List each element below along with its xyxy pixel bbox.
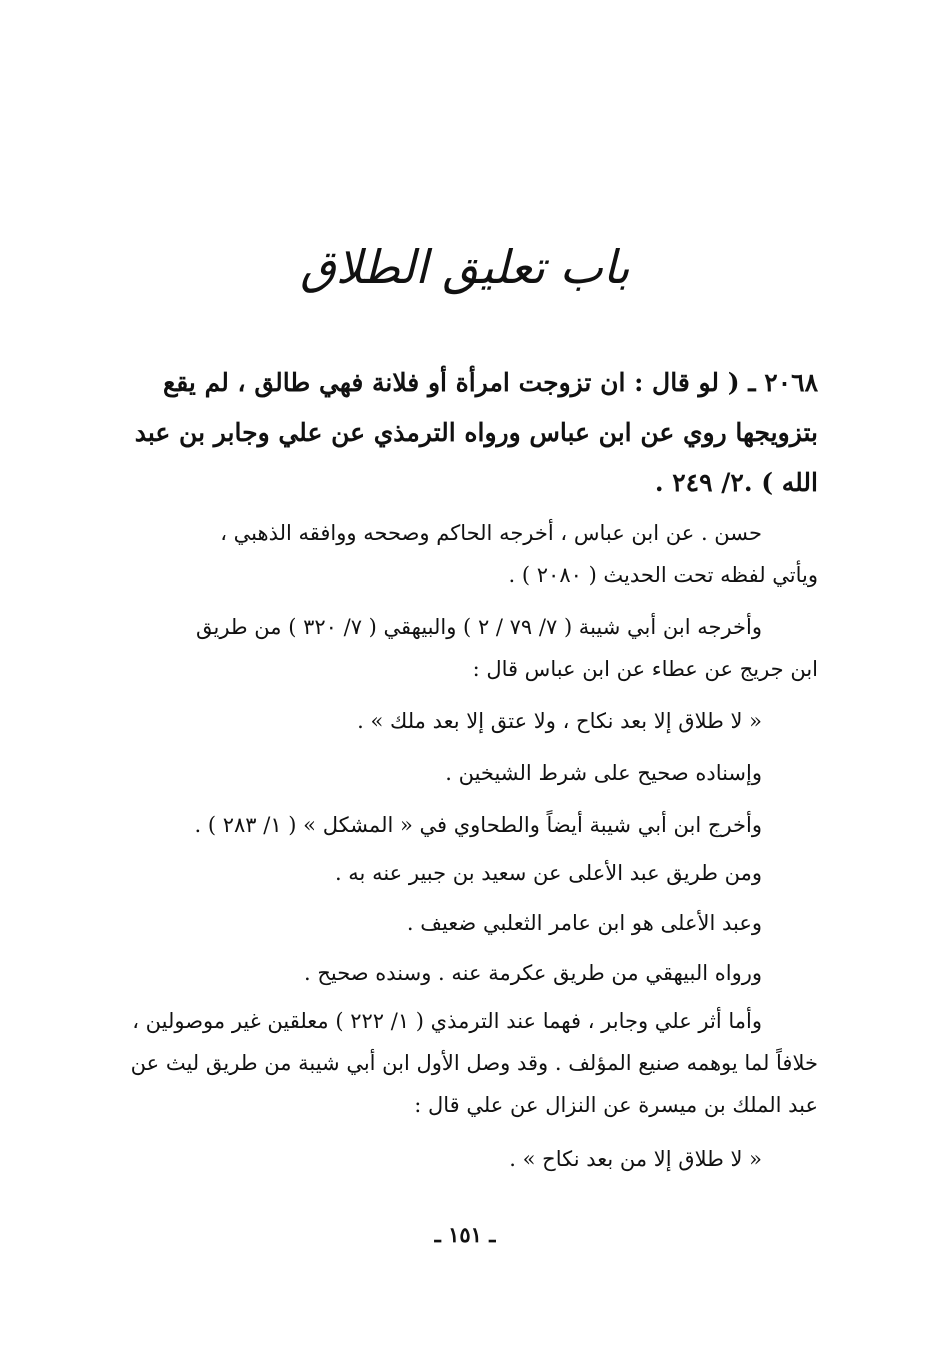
commentary-line: خلافاً لما يوهمه صنيع المؤلف . وقد وصل الأول ابن أبي شيبة من طريق ليث عن bbox=[130, 1051, 818, 1075]
commentary-paragraph bbox=[112, 752, 818, 794]
commentary-line: وإسناده صحيح على شرط الشيخين . bbox=[445, 761, 762, 785]
commentary-paragraph bbox=[112, 852, 818, 894]
hadith-line: الله ) .٢/ ٢٤٩ . bbox=[654, 468, 818, 497]
commentary-line: ويأتي لفظه تحت الحديث ( ٢٠٨٠ ) . bbox=[508, 563, 818, 587]
commentary-line: حسن . عن ابن عباس ، أخرجه الحاكم وصححه ووافقه الذهبي ، bbox=[220, 521, 762, 545]
commentary-line: ورواه البيهقي من طريق عكرمة عنه . وسنده صحيح . bbox=[303, 961, 762, 985]
commentary-paragraph bbox=[112, 512, 818, 596]
commentary-paragraph bbox=[112, 902, 818, 944]
commentary-line: « لا طلاق إلا من بعد نكاح » . bbox=[509, 1147, 762, 1171]
commentary-paragraph bbox=[112, 804, 818, 846]
quotation bbox=[112, 1138, 818, 1180]
hadith-line: بتزويجها روي عن ابن عباس ورواه الترمذي عن علي وجابر بن عبد bbox=[134, 418, 818, 447]
commentary-paragraph bbox=[112, 1000, 818, 1126]
hadith-line: ٢٠٦٨ ـ ( لو قال : ان تزوجت امرأة أو فلانة فهي طالق ، لم يقع bbox=[162, 368, 818, 397]
commentary-paragraph bbox=[112, 606, 818, 690]
chapter-title: باب تعليق الطلاق bbox=[300, 240, 630, 294]
commentary-line: ومن طريق عبد الأعلى عن سعيد بن جبير عنه به . bbox=[334, 861, 762, 885]
commentary-line: وأما أثر علي وجابر ، فهما عند الترمذي ( ١/ ٢٢٢ ) معلقين غير موصولين ، bbox=[132, 1009, 762, 1033]
commentary-line: وعبد الأعلى هو ابن عامر الثعلبي ضعيف . bbox=[406, 911, 762, 935]
commentary-line: « لا طلاق إلا بعد نكاح ، ولا عتق إلا بعد ملك » . bbox=[357, 709, 762, 733]
quotation bbox=[112, 700, 818, 742]
commentary-paragraph bbox=[112, 952, 818, 994]
commentary-line: ابن جريج عن عطاء عن ابن عباس قال : bbox=[472, 657, 818, 681]
hadith-text bbox=[112, 358, 818, 508]
page-number: ـ ١٥١ ـ bbox=[434, 1222, 496, 1247]
commentary-line: عبد الملك بن ميسرة عن النزال عن علي قال : bbox=[414, 1093, 818, 1117]
commentary-line: وأخرج ابن أبي شيبة أيضاً والطحاوي في « المشكل » ( ١/ ٢٨٣ ) . bbox=[194, 813, 762, 837]
commentary-line: وأخرجه ابن أبي شيبة ( ٧/ ٧٩ / ٢ ) والبيهقي ( ٧/ ٣٢٠ ) من طريق bbox=[195, 615, 762, 639]
